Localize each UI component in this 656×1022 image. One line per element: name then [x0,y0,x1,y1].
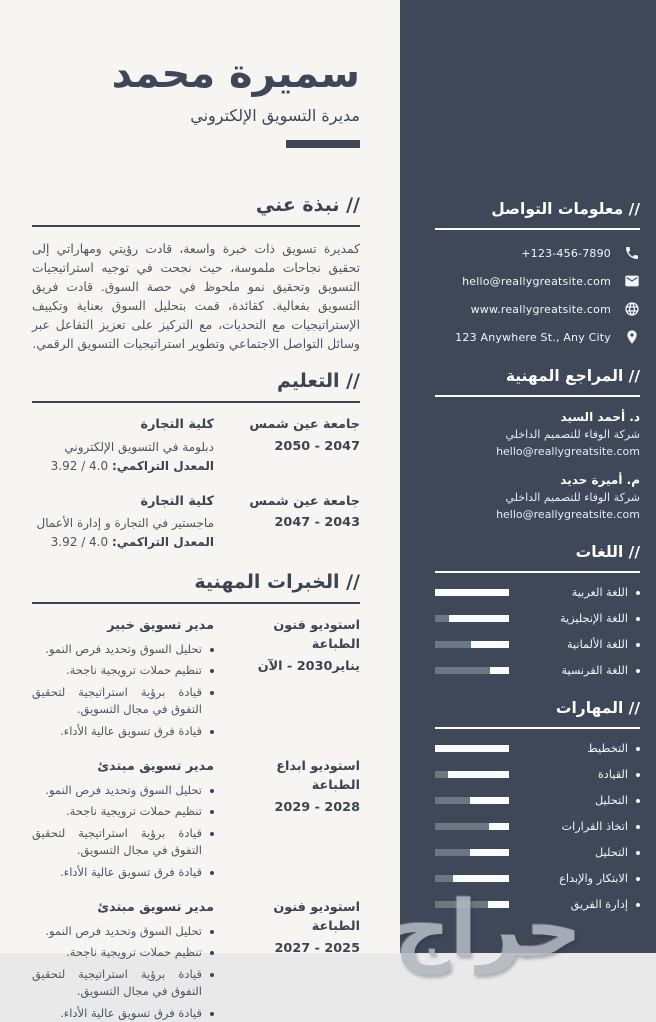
reference-email: hello@reallygreatsite.com [496,508,640,521]
contact-section [435,200,640,345]
bullet-dot-icon [636,903,640,907]
bar-fill [470,849,509,856]
experience-bullet [32,923,214,941]
company-name: استوديو ابداع الطباعة [276,759,360,793]
about-section [32,194,360,354]
skill-label: الابتكار والإبداع [559,872,640,885]
skill-row [435,898,640,911]
degree-name: ماجستير في التجارة و إدارة الأعمال [36,516,214,531]
skill-row [435,742,640,755]
contact-row-phone [435,245,640,261]
language-row [435,664,640,677]
skill-label: إدارة الفريق [571,898,640,911]
bullet-text: تحليل السوق وتحديد فرص النمو. [45,923,202,938]
gpa-value: 4.0 / 3.92 [50,535,109,550]
reference-name: د. أحمد السيد [560,410,640,424]
bullet-dot-icon [210,810,214,814]
bullet-dot-icon [210,669,214,673]
language-row [435,612,640,625]
experience-bullet [32,825,214,860]
references-section [435,367,640,521]
skills-title: // المهارات [555,699,640,717]
bullet-text: تنظيم حملات ترويجية ناجحة. [65,945,202,960]
bullet-text: قيادة برؤية استراتيجية لتحقيق التفوق في مجال التسويق. [32,684,202,717]
bullet-dot-icon [636,643,640,647]
section-divider [32,401,360,403]
skill-level-bar [435,797,509,804]
skill-row [435,872,640,885]
experience-bullet [32,864,214,882]
gpa-label: المعدل التراكمي: [111,458,214,473]
section-divider [435,228,640,230]
person-name: سميرة محمد [111,51,360,97]
skill-row [435,794,640,807]
experience-bullet [32,723,214,741]
section-divider [435,571,640,573]
section-divider [435,395,640,397]
bar-fill [470,797,509,804]
bullet-dot-icon [636,617,640,621]
experience-bullet [32,1005,214,1022]
university-name: جامعة عين شمس [249,417,360,432]
contact-title: // معلومات التواصل [491,200,640,218]
contact-list [435,245,640,345]
contact-row-address [435,329,640,345]
language-label: اللغة الإنجليزية [560,612,640,625]
bar-fill [453,875,509,882]
experience-entry [32,899,360,1022]
skill-label: القيادة [598,768,640,781]
skill-label: التخطيط [587,742,640,755]
experience-bullets [32,923,214,1022]
skill-level-bar [435,745,509,752]
skill-row [435,820,640,833]
bullet-text: تنظيم حملات ترويجية ناجحة. [65,804,202,819]
bullet-text: قيادة فرق تسويق عالية الأداء. [60,723,202,738]
phone-number: +123-456-7890 [521,246,611,260]
company-name: استوديو فنون الطباعة [273,900,360,934]
section-divider [32,602,360,604]
bar-fill [449,615,509,622]
language-label: اللغة الألمانية [567,638,640,651]
language-row [435,638,640,651]
bar-fill [471,641,509,648]
bullet-text: تنظيم حملات ترويجية ناجحة. [65,663,202,678]
bullet-text: قيادة فرق تسويق عالية الأداء. [60,864,202,879]
experience-bullet [32,803,214,821]
language-label: اللغة الفرنسية [561,664,640,677]
bullet-dot-icon [210,789,214,793]
experience-bullet [32,944,214,962]
bullet-text: قيادة برؤية استراتيجية لتحقيق التفوق في مجال التسويق. [32,966,202,999]
reference-entry [435,410,640,458]
reference-entry [435,473,640,521]
experience-bullets [32,641,214,741]
experience-bullet [32,641,214,659]
experience-title: // الخبرات المهنية [194,571,360,594]
about-title: // نبذة عني [255,194,360,216]
reference-company: شركة الوفاء للتصميم الداخلي [505,428,640,441]
bullet-dot-icon [636,799,640,803]
bullet-dot-icon [636,825,640,829]
contact-row-email [435,273,640,289]
bullet-text: تحليل السوق وتحديد فرص النمو. [45,641,202,656]
contact-row-website [435,301,640,317]
job-role: مدير تسويق مبتدئ [97,759,214,775]
title-accent-bar [286,140,360,148]
experience-entry [32,758,360,881]
skill-level-bar [435,771,509,778]
bullet-dot-icon [210,973,214,977]
envelope-icon [624,273,640,289]
bullet-dot-icon [210,730,214,734]
bullet-dot-icon [636,747,640,751]
skills-section [435,699,640,911]
gpa-label: المعدل التراكمي: [111,535,214,550]
skill-row [435,846,640,859]
company-name: استوديو فنون الطباعة [273,618,360,652]
website-url: www.reallygreatsite.com [470,302,611,316]
bullet-dot-icon [636,773,640,777]
bar-fill [448,771,509,778]
bullet-text: قيادة برؤية استراتيجية لتحقيق التفوق في مجال التسويق. [32,825,202,858]
bullet-dot-icon [210,871,214,875]
skill-label: التحليل [595,794,640,807]
bar-fill [490,667,509,674]
about-text: كمديرة تسويق ذات خبرة واسعة، قادت رؤيتي ومهاراتي إلى تحقيق نجاحات ملموسة، حيث نجحت في توجيه استراتيجيات التسويق وتحقيق نمو ملحوظ في حصة السوق. قادت فريق التسويق بفعالية. كقائدة، قمت بتحليل السوق بعناية وتكييف الإستراتيجيات مع التحديات، مع التركيز على تعزيز التفاعل عبر وسائل التواصل الاجتماعي وتطوير استراتيجيات التسويق الرقمي. [32,242,360,351]
bullet-dot-icon [210,832,214,836]
bullet-dot-icon [210,1012,214,1016]
bar-fill [489,823,509,830]
language-label: اللغة العربية [572,586,640,599]
bullet-dot-icon [210,691,214,695]
reference-company: شركة الوفاء للتصميم الداخلي [505,491,640,504]
phone-icon [624,245,640,261]
university-name: جامعة عين شمس [249,493,360,509]
experience-entry [32,617,360,740]
languages-section [435,543,640,677]
email-address: hello@reallygreatsite.com [462,274,611,288]
language-level-bar [435,667,509,674]
experience-dates: يناير2030 - الآن [257,659,360,675]
reference-email: hello@reallygreatsite.com [496,445,640,458]
skill-row [435,768,640,781]
faculty-name: كلية التجارة [140,417,214,432]
language-level-bar [435,615,509,622]
job-role: مدير تسويق خبير [107,618,214,634]
section-divider [435,727,640,729]
skill-level-bar [435,849,509,856]
gpa-line [32,535,214,549]
skill-level-bar [435,875,509,882]
bullet-dot-icon [636,591,640,595]
location-pin-icon [624,329,640,345]
experience-bullet [32,684,214,719]
bullet-dot-icon [636,877,640,881]
language-level-bar [435,641,509,648]
reference-name: م. أميرة حديد [560,473,640,487]
skill-level-bar [435,901,509,908]
experience-bullets [32,782,214,882]
skill-level-bar [435,823,509,830]
education-dates: 2043 - 2047 [274,515,360,531]
faculty-name: كلية التجارة [140,493,214,509]
bullet-dot-icon [210,930,214,934]
job-role: مدير تسويق مبتدئ [97,900,214,916]
experience-bullet [32,782,214,800]
education-section [32,370,360,549]
experience-dates: 2025 - 2027 [274,941,360,957]
language-row [435,586,640,599]
bullet-dot-icon [636,669,640,673]
bullet-text: تحليل السوق وتحديد فرص النمو. [45,782,202,797]
experience-section [32,571,360,1022]
degree-name: دبلومة في التسويق الإلكتروني [64,439,214,454]
bullet-text: قيادة فرق تسويق عالية الأداء. [60,1005,202,1020]
person-job-title: مديرة التسويق الإلكتروني [190,106,360,125]
gpa-value: 4.0 / 3.92 [50,458,109,473]
bar-fill [435,745,509,752]
education-entry [32,416,360,473]
globe-icon [624,301,640,317]
bar-fill [488,901,509,908]
languages-title: // اللغات [575,543,640,561]
skill-label: التحليل [595,846,640,859]
language-level-bar [435,589,509,596]
bullet-dot-icon [636,851,640,855]
references-title: // المراجع المهنية [505,367,640,385]
experience-dates: 2028 - 2029 [274,800,360,816]
education-entry [32,493,360,550]
bar-fill [435,589,509,596]
section-divider [32,225,360,227]
education-dates: 2047 - 2050 [274,438,360,454]
bullet-dot-icon [210,648,214,652]
sidebar-column [394,0,656,975]
haraj-watermark: حراج [394,885,582,975]
street-address: 123 Anywhere St., Any City [455,330,611,344]
bullet-dot-icon [210,951,214,955]
gpa-line [32,459,214,473]
skill-label: اتخاذ القرارات [561,820,640,833]
experience-bullet [32,662,214,680]
education-title: // التعليم [276,370,360,392]
experience-bullet [32,966,214,1001]
